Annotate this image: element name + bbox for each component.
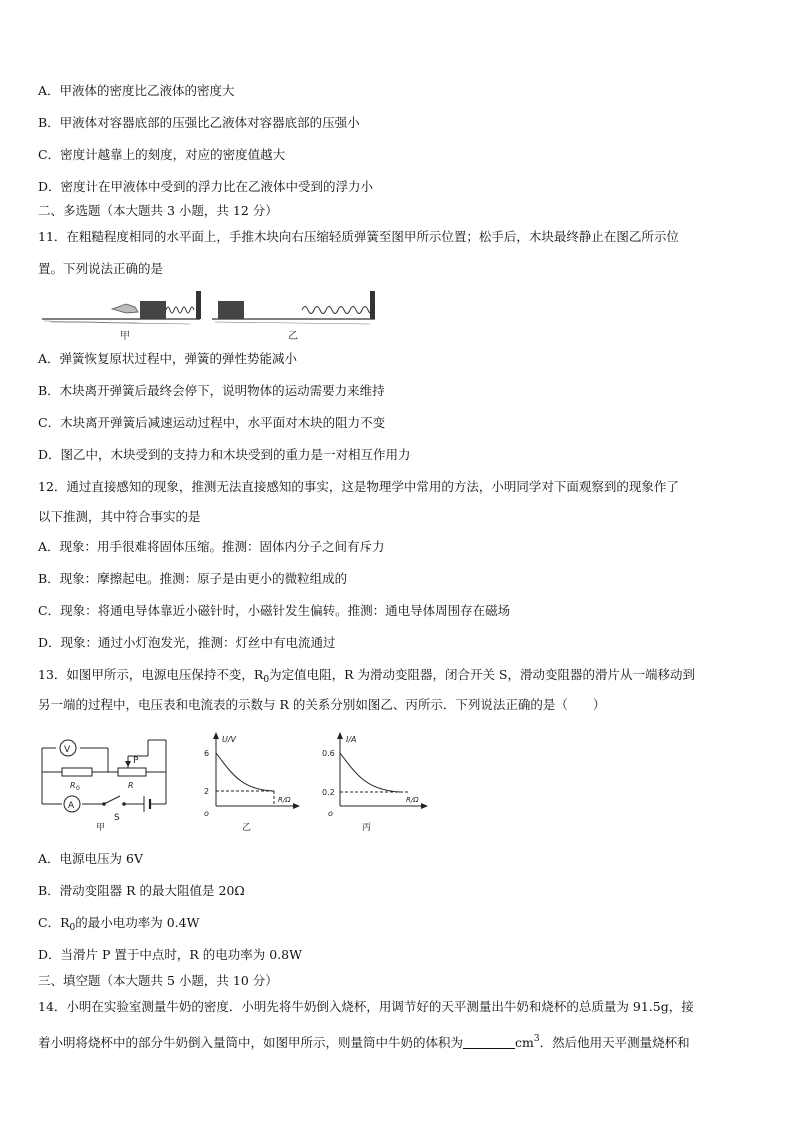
q13-graph-yi — [196, 730, 306, 835]
q13-graph-yi-tick-top: 6 — [204, 749, 210, 758]
q10-option-c: C．密度计越靠上的刻度，对应的密度值越大 — [38, 147, 286, 162]
q13-graph-bing — [318, 730, 436, 835]
q13-graph-bing-caption: 丙 — [362, 823, 372, 833]
q13-slider-label: P — [133, 756, 139, 766]
q13-r-label: R — [128, 781, 134, 790]
q11-spring-figure — [40, 288, 380, 344]
q14-answer-blank[interactable] — [463, 1036, 515, 1049]
q13-circuit-caption: 甲 — [96, 823, 106, 832]
q13-graph-yi-origin: o — [204, 809, 209, 818]
q10-option-b: B．甲液体对容器底部的压强比乙液体对容器底部的压强小 — [38, 115, 360, 130]
q13-r0-label: R — [70, 781, 76, 790]
q11-option-a: A．弹簧恢复原状过程中，弹簧的弹性势能减小 — [38, 351, 298, 366]
q13-option-d: D．当滑片 P 置于中点时，R 的电功率为 0.8W — [38, 947, 302, 962]
q13-stem-line2: 另一端的过程中，电压表和电流表的示数与 R 的关系分别如图乙、丙所示．下列说法正确的是（ ） — [38, 697, 606, 712]
q12-stem-line2: 以下推测，其中符合事实的是 — [38, 509, 201, 524]
section2-heading: 二、多选题（本大题共 3 小题，共 12 分） — [38, 203, 278, 218]
q11-stem-line1: 11．在粗糙程度相同的水平面上，手推木块向右压缩轻质弹簧至图甲所示位置；松手后，木块最终静止在图乙所示位 — [38, 229, 679, 244]
q11-option-c: C．木块离开弹簧后减速运动过程中，水平面对木块的阻力不变 — [38, 415, 386, 430]
q14-line2: 着小明将烧杯中的部分牛奶倒入量筒中，如图甲所示，则量筒中牛奶的体积为 $cm^3$．然后他用天平测量烧杯和 — [38, 1034, 690, 1050]
q12-option-b: B．现象：摩擦起电。推测：原子是由更小的微粒组成的 — [38, 571, 348, 586]
q13-graph-yi-caption: 乙 — [242, 823, 252, 833]
q13-switch-label: S — [114, 813, 120, 823]
q11-fig-label-yi: 乙 — [288, 331, 298, 342]
q12-option-d: D．现象：通过小灯泡发光，推测：灯丝中有电流通过 — [38, 635, 336, 650]
q13-graph-bing-tick-bottom: 0.2 — [322, 788, 335, 797]
q13-graph-bing-xlabel: R/Ω — [406, 796, 419, 804]
q13-graph-bing-ylabel: I/A — [346, 735, 357, 744]
q12-option-a: A．现象：用手很难将固体压缩。推测：固体内分子之间有斥力 — [38, 539, 385, 554]
q13-graph-yi-xlabel: R/Ω — [278, 796, 291, 804]
q13-r0-subscript: 0 — [76, 785, 80, 792]
q13-option-a: A．电源电压为 6V — [38, 851, 143, 866]
q13-option-c: C．$R_0$的最小电功率为 0.4W — [38, 915, 200, 933]
q13-option-b: B．滑动变阻器 R 的最大阻值是 20Ω — [38, 883, 245, 898]
q11-option-b: B．木块离开弹簧后最终会停下，说明物体的运动需要力来维持 — [38, 383, 385, 398]
q13-graph-bing-tick-top: 0.6 — [322, 749, 335, 758]
q13-graph-yi-tick-bottom: 2 — [204, 787, 210, 796]
q13-graph-yi-ylabel: U/V — [222, 735, 237, 744]
q12-option-c: C．现象：将通电导体靠近小磁针时，小磁针发生偏转。推测：通电导体周围存在磁场 — [38, 603, 511, 618]
q13-ammeter-label: A — [68, 801, 75, 811]
q14-line1: 14．小明在实验室测量牛奶的密度．小明先将牛奶倒入烧杯，用调节好的天平测量出牛奶和烧杯的总质量为 91.5g，接 — [38, 999, 694, 1014]
q13-stem-line1: 13．如图甲所示，电源电压保持不变，$R_0$为定值电阻，R 为滑动变阻器，闭合开关 S，滑动变阻器的滑片从一端移动到 — [38, 667, 695, 685]
q13-voltmeter-label: V — [64, 745, 71, 755]
q10-option-d: D．密度计在甲液体中受到的浮力比在乙液体中受到的浮力小 — [38, 179, 374, 194]
q12-stem-line1: 12．通过直接感知的现象，推测无法直接感知的事实，这是物理学中常用的方法，小明同学对下面观察到的现象作了 — [38, 479, 679, 494]
section3-heading: 三、填空题（本大题共 5 小题，共 10 分） — [38, 973, 278, 988]
q11-option-d: D．图乙中，木块受到的支持力和木块受到的重力是一对相互作用力 — [38, 447, 411, 462]
q13-graph-bing-origin: o — [328, 809, 333, 818]
q13-circuit-diagram — [36, 732, 176, 832]
q10-option-a: A．甲液体的密度比乙液体的密度大 — [38, 83, 235, 98]
q11-fig-label-jia: 甲 — [120, 331, 130, 342]
q11-stem-line2: 置。下列说法正确的是 — [38, 261, 164, 276]
